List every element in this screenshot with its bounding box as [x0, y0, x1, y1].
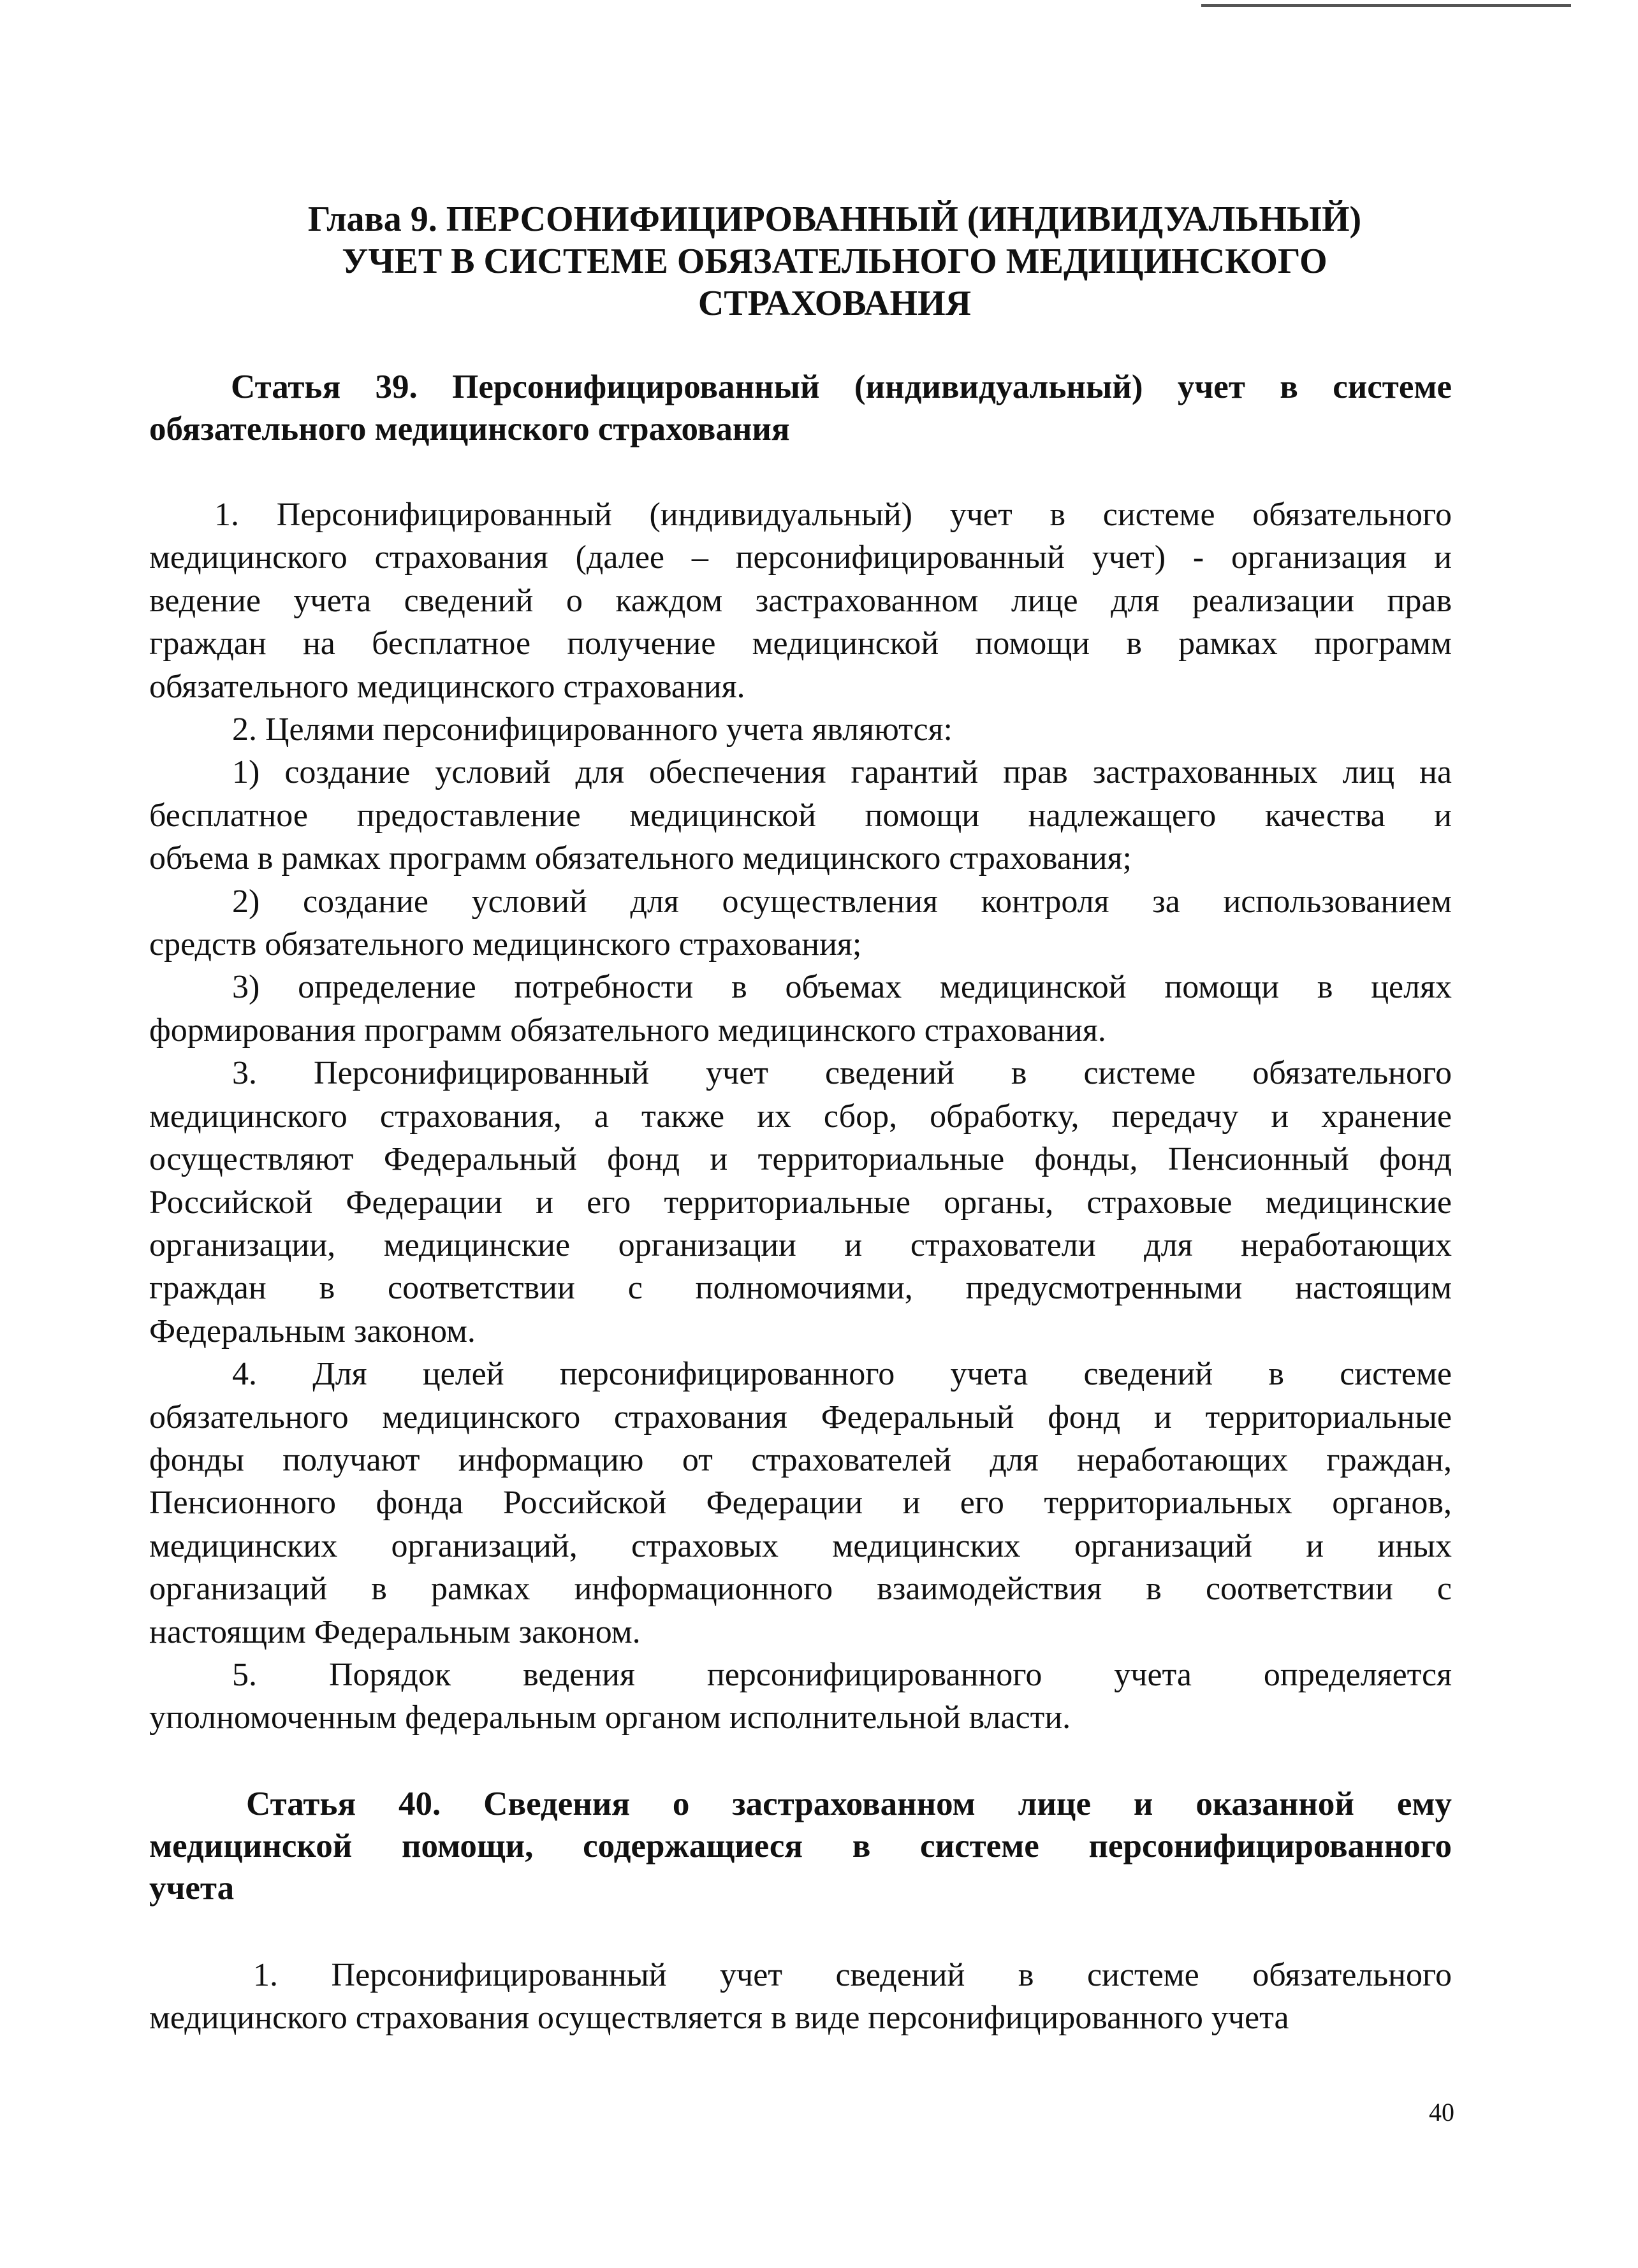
- text-line: средств обязательного медицинского страхования;: [149, 926, 862, 963]
- article-39-body: [149, 493, 1452, 1740]
- text-line: фонды получают информацию от страхователей для неработающих граждан,: [149, 1441, 1452, 1478]
- text-line: Пенсионного фонда Российской Федерации и его территориальных органов,: [149, 1485, 1452, 1522]
- paragraph: [149, 708, 1452, 751]
- text-line: настоящим Федеральным законом.: [149, 1613, 641, 1650]
- text-line: медицинских организаций, страховых медицинских организаций и иных: [149, 1527, 1452, 1564]
- text-line: медицинского страхования, а также их сбор, обработку, передачу и хранение: [149, 1098, 1452, 1135]
- text-line: объема в рамках программ обязательного медицинского страхования;: [149, 840, 1132, 877]
- text-line: граждан на бесплатное получение медицинской помощи в рамках программ: [149, 625, 1452, 662]
- page-number: 40: [1429, 2098, 1454, 2126]
- text-line: Федеральным законом.: [149, 1312, 476, 1349]
- paragraph: [149, 1954, 1452, 2040]
- text-line: обязательного медицинского страхования Федеральный фонд и территориальные: [149, 1399, 1452, 1436]
- paragraph: [149, 966, 1452, 1052]
- text-line: 1. Персонифицированный (индивидуальный) учет в системе обязательного: [214, 497, 1452, 533]
- paragraph: [149, 1654, 1452, 1740]
- text-line: обязательного медицинского страхования.: [149, 668, 745, 705]
- text-line: граждан в соответствии с полномочиями, предусмотренными настоящим: [149, 1270, 1452, 1307]
- text-line: бесплатное предоставление медицинской помощи надлежащего качества и: [149, 797, 1452, 834]
- text-line: Российской Федерации и его территориальные органы, страховые медицинские: [149, 1184, 1452, 1221]
- text-line: формирования программ обязательного медицинского страхования.: [149, 1012, 1106, 1049]
- paragraph: [149, 880, 1452, 966]
- chapter-title: [149, 198, 1520, 324]
- scan-edge-line: [1201, 4, 1571, 7]
- text-line: 1. Персонифицированный учет сведений в системе обязательного: [253, 1957, 1452, 1993]
- text-line: медицинского страхования (далее – персонифицированный учет) - организация и: [149, 539, 1452, 576]
- text-line: организации, медицинские организации и страхователи для неработающих: [149, 1226, 1452, 1263]
- text-line: Статья 40. Сведения о застрахованном лице и оказанной ему: [246, 1785, 1452, 1822]
- chapter-title-line: УЧЕТ В СИСТЕМЕ ОБЯЗАТЕЛЬНОГО МЕДИЦИНСКОГО: [342, 242, 1327, 281]
- article-40-heading: [149, 1783, 1452, 1909]
- text-line: обязательного медицинского страхования: [149, 411, 790, 447]
- chapter-title-line: СТРАХОВАНИЯ: [698, 284, 972, 323]
- paragraph: [149, 493, 1452, 708]
- text-line: 1) создание условий для обеспечения гарантий прав застрахованных лиц на: [232, 754, 1452, 791]
- text-line: уполномоченным федеральным органом исполнительной власти.: [149, 1699, 1071, 1736]
- text-line: 2) создание условий для осуществления контроля за использованием: [232, 883, 1452, 920]
- text-line: осуществляют Федеральный фонд и территориальные фонды, Пенсионный фонд: [149, 1141, 1452, 1178]
- text-line: 3. Персонифицированный учет сведений в системе обязательного: [232, 1055, 1452, 1092]
- text-line: 3) определение потребности в объемах медицинской помощи в целях: [232, 969, 1452, 1006]
- text-line: организаций в рамках информационного взаимодействия в соответствии с: [149, 1571, 1452, 1608]
- text-line: ведение учета сведений о каждом застрахованном лице для реализации прав: [149, 582, 1452, 619]
- chapter-title-line: Глава 9. ПЕРСОНИФИЦИРОВАННЫЙ (ИНДИВИДУАЛЬНЫЙ): [307, 200, 1362, 239]
- text-line: Статья 39. Персонифицированный (индивидуальный) учет в системе: [231, 368, 1452, 405]
- article-39-heading: [149, 366, 1452, 450]
- text-line: 2. Целями персонифицированного учета являются:: [232, 711, 953, 748]
- text-line: медицинской помощи, содержащиеся в системе персонифицированного: [149, 1828, 1452, 1865]
- text-line: учета: [149, 1870, 235, 1907]
- text-line: 4. Для целей персонифицированного учета сведений в системе: [232, 1356, 1452, 1393]
- text-line: 5. Порядок ведения персонифицированного учета определяется: [232, 1656, 1452, 1693]
- paragraph: [149, 751, 1452, 880]
- paragraph: [149, 1052, 1452, 1353]
- text-line: медицинского страхования осуществляется в виде персонифицированного учета: [149, 2000, 1289, 2037]
- paragraph: [149, 1353, 1452, 1654]
- article-40-body: [149, 1954, 1452, 2040]
